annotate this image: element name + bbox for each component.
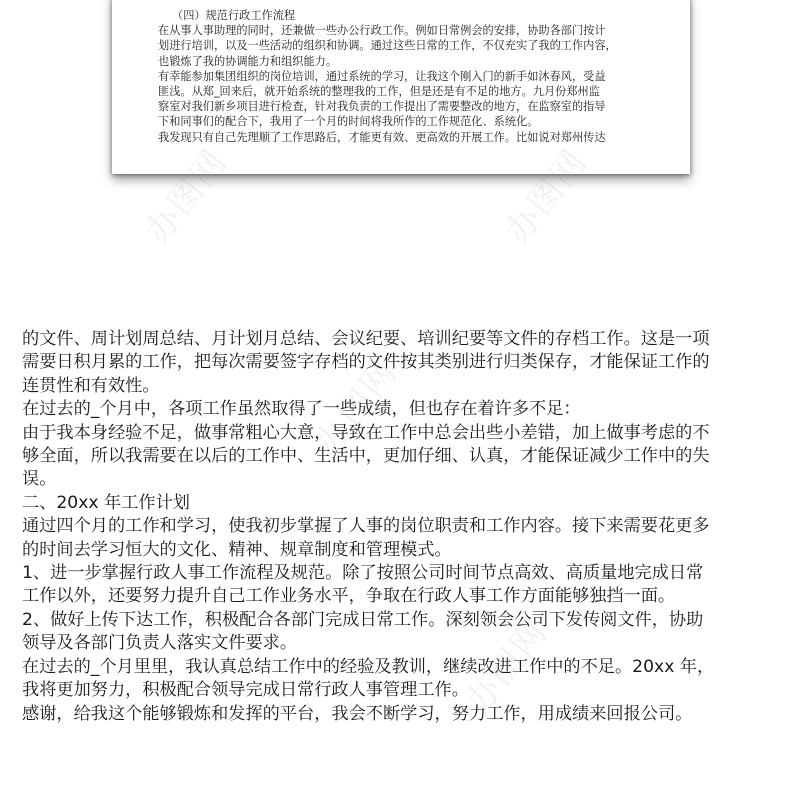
section-heading: （四）规范行政工作流程 [172,9,296,22]
body-line: 通过四个月的工作和学习，使我初步掌握了人事的岗位职责和工作内容。接下来需要花更多 [22,516,710,537]
body-line: 我将更加努力，积极配合领导完成日常行政人事管理工作。 [22,680,469,701]
paper-line: 我发现只有自己先理顺了工作思路后，才能更有效、更高效的开展工作。比如说对郑州传达 [158,130,606,144]
paper-line: 下和同事们的配合下，我用了一个月的时间将我所作的工作规范化、系统化。 [158,115,539,129]
paper-line: 匪浅。从郑_回来后，就开始系统的整理我的工作，但是还是有不足的地方。九月份郑州监 [158,85,600,99]
body-line: 1、进一步掌握行政人事工作流程及规范。除了按照公司时间节点高效、高质量地完成日常 [22,563,704,584]
section-title: 二、20xx 年工作计划 [22,492,190,513]
paper-line: 察室对我们新乡项目进行检查，针对我负责的工作提出了需要整改的地方，在监察室的指导 [158,100,606,114]
body-line: 需要日积月累的工作，把每次需要签字存档的文件按其类别进行归类保存，才能保证工作的 [22,352,710,373]
paper-line: 有幸能参加集团组织的岗位培训，通过系统的学习，让我这个刚入门的新手如沐春风，受益 [158,69,606,83]
document-body [22,328,782,726]
watermark: 办图网 [497,141,596,252]
body-line: 的时间去学习恒大的文化、精神、规章制度和管理模式。 [22,539,452,560]
body-line: 够全面，所以我需要在以后的工作中、生活中，更加仔细、认真，才能保证减少工作中的失 [22,446,710,467]
paper-line: 划进行培训，以及一些活动的组织和协调。通过这些日常的工作，不仅充实了我的工作内容， [158,39,617,53]
body-line: 领导及各部门负责人落实文件要求。 [22,633,298,654]
watermark: 办图网 [137,141,236,252]
paper-line: 在从事人事助理的同时，还兼做一些办公行政工作。例如日常例会的安排，协助各部门按计 [158,24,606,38]
body-line: 的文件、周计划周总结、月计划月总结、会议纪要、培训纪要等文件的存档工作。这是一项 [22,329,710,349]
watermark: 办图网 [307,351,406,462]
document-page-preview [112,0,690,174]
body-line: 2、做好上传下达工作，积极配合各部门完成日常工作。深刻领会公司下发传阅文件，协助 [22,609,704,630]
paper-line: 也锻炼了我的协调能力和组织能力。 [158,54,338,68]
body-line: 在过去的_个月中，各项工作虽然取得了一些成绩，但也存在着许多不足： [22,399,581,420]
body-line: 由于我本身经验不足，做事常粗心大意，导致在工作中总会出些小差错，加上做事考虑的不 [22,422,710,443]
page-preview-text [158,8,658,145]
body-line: 连贯性和有效性。 [22,375,160,396]
body-line: 工作以外，还要努力提升自己工作业务水平，争取在行政人事工作方面能够独挡一面。 [22,586,676,607]
body-line: 误。 [22,469,57,490]
body-line: 感谢，给我这个能够锻炼和发挥的平台，我会不断学习，努力工作，用成绩来回报公司。 [22,703,693,724]
body-line: 在过去的_个月里里，我认真总结工作中的经验及教训，继续改进工作中的不足。20xx 年， [22,656,715,677]
watermark: 办图网 [457,611,556,722]
